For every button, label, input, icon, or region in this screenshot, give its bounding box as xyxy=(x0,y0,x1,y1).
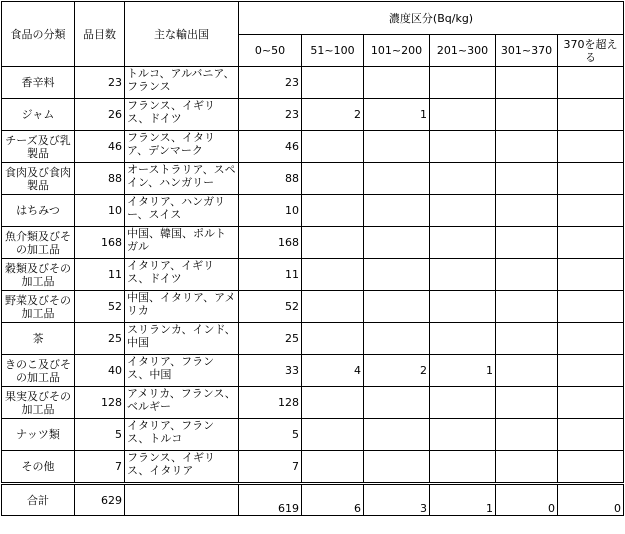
row-range-1: 11 xyxy=(239,259,302,291)
header-range-4: 201~300 xyxy=(430,35,496,67)
row-range-1: 52 xyxy=(239,291,302,323)
row-item-count: 40 xyxy=(75,355,125,387)
row-range-1: 10 xyxy=(239,195,302,227)
header-countries: 主な輸出国 xyxy=(125,2,239,67)
header-range-3: 101~200 xyxy=(364,35,430,67)
row-range-5 xyxy=(496,323,558,355)
row-range-1: 5 xyxy=(239,419,302,451)
row-range-4 xyxy=(430,163,496,195)
row-range-1: 25 xyxy=(239,323,302,355)
row-range-1: 168 xyxy=(239,227,302,259)
row-range-2 xyxy=(302,227,364,259)
total-countries xyxy=(125,484,239,516)
row-range-6 xyxy=(558,131,624,163)
row-category: 魚介類及びその加工品 xyxy=(2,227,75,259)
row-range-1: 23 xyxy=(239,67,302,99)
row-range-3 xyxy=(364,323,430,355)
row-item-count: 52 xyxy=(75,291,125,323)
row-range-5 xyxy=(496,291,558,323)
row-range-4 xyxy=(430,291,496,323)
food-radiation-table xyxy=(1,1,624,516)
row-range-4 xyxy=(430,227,496,259)
row-range-1: 33 xyxy=(239,355,302,387)
row-category: 果実及びその加工品 xyxy=(2,387,75,419)
row-range-5 xyxy=(496,163,558,195)
row-range-5 xyxy=(496,131,558,163)
row-range-3: 2 xyxy=(364,355,430,387)
row-range-6 xyxy=(558,291,624,323)
row-countries: トルコ、アルバニア、フランス xyxy=(125,67,239,99)
row-range-2 xyxy=(302,387,364,419)
table-row xyxy=(2,131,624,163)
row-range-4 xyxy=(430,451,496,484)
row-range-6 xyxy=(558,99,624,131)
row-category: 野菜及びその加工品 xyxy=(2,291,75,323)
row-item-count: 128 xyxy=(75,387,125,419)
total-range-6: 0 xyxy=(558,484,624,516)
row-countries: フランス、イギリス、ドイツ xyxy=(125,99,239,131)
header-item-count: 品目数 xyxy=(75,2,125,67)
table-row xyxy=(2,67,624,99)
table-row xyxy=(2,227,624,259)
row-range-2 xyxy=(302,451,364,484)
row-range-2 xyxy=(302,419,364,451)
row-range-5 xyxy=(496,259,558,291)
table-row xyxy=(2,163,624,195)
row-countries: イタリア、フランス、中国 xyxy=(125,355,239,387)
row-item-count: 46 xyxy=(75,131,125,163)
row-range-6 xyxy=(558,67,624,99)
row-range-4 xyxy=(430,323,496,355)
row-range-3 xyxy=(364,419,430,451)
table-row xyxy=(2,451,624,484)
row-countries: イタリア、イギリス、ドイツ xyxy=(125,259,239,291)
row-range-1: 88 xyxy=(239,163,302,195)
table-row xyxy=(2,323,624,355)
table-row xyxy=(2,291,624,323)
row-category: チーズ及び乳製品 xyxy=(2,131,75,163)
header-range-2: 51~100 xyxy=(302,35,364,67)
row-range-6 xyxy=(558,355,624,387)
row-range-5 xyxy=(496,387,558,419)
row-item-count: 11 xyxy=(75,259,125,291)
row-range-6 xyxy=(558,259,624,291)
row-range-3 xyxy=(364,195,430,227)
row-item-count: 168 xyxy=(75,227,125,259)
row-countries: スリランカ、インド、中国 xyxy=(125,323,239,355)
row-range-6 xyxy=(558,451,624,484)
row-category: きのこ及びその加工品 xyxy=(2,355,75,387)
row-range-4 xyxy=(430,419,496,451)
row-range-2 xyxy=(302,131,364,163)
row-item-count: 10 xyxy=(75,195,125,227)
row-range-1: 128 xyxy=(239,387,302,419)
row-range-6 xyxy=(558,163,624,195)
total-row xyxy=(2,484,624,516)
row-category: 穀類及びその加工品 xyxy=(2,259,75,291)
total-range-3: 3 xyxy=(364,484,430,516)
row-range-5 xyxy=(496,67,558,99)
row-countries: オーストラリア、スペイン、ハンガリー xyxy=(125,163,239,195)
row-range-6 xyxy=(558,227,624,259)
row-range-2 xyxy=(302,259,364,291)
table-row xyxy=(2,387,624,419)
row-range-5 xyxy=(496,195,558,227)
row-category: 香辛料 xyxy=(2,67,75,99)
row-item-count: 7 xyxy=(75,451,125,484)
row-item-count: 23 xyxy=(75,67,125,99)
row-range-1: 23 xyxy=(239,99,302,131)
row-countries: アメリカ、フランス、ベルギー xyxy=(125,387,239,419)
row-range-4 xyxy=(430,195,496,227)
row-range-2 xyxy=(302,323,364,355)
header-concentration: 濃度区分(Bq/kg) xyxy=(239,2,624,35)
row-range-5 xyxy=(496,355,558,387)
total-label: 合計 xyxy=(2,484,75,516)
row-countries: イタリア、ハンガリー、スイス xyxy=(125,195,239,227)
table-row xyxy=(2,195,624,227)
row-range-3 xyxy=(364,291,430,323)
row-range-4 xyxy=(430,387,496,419)
row-countries: フランス、イタリア、デンマーク xyxy=(125,131,239,163)
row-range-2 xyxy=(302,195,364,227)
row-category: 食肉及び食肉製品 xyxy=(2,163,75,195)
row-range-5 xyxy=(496,99,558,131)
row-range-5 xyxy=(496,227,558,259)
total-range-2: 6 xyxy=(302,484,364,516)
total-range-1: 619 xyxy=(239,484,302,516)
total-count: 629 xyxy=(75,484,125,516)
row-range-3 xyxy=(364,451,430,484)
row-category: はちみつ xyxy=(2,195,75,227)
row-item-count: 88 xyxy=(75,163,125,195)
row-item-count: 26 xyxy=(75,99,125,131)
row-range-5 xyxy=(496,419,558,451)
row-countries: 中国、韓国、ポルトガル xyxy=(125,227,239,259)
header-range-6: 370を超える xyxy=(558,35,624,67)
row-range-4 xyxy=(430,99,496,131)
row-category: ナッツ類 xyxy=(2,419,75,451)
row-countries: イタリア、フランス、トルコ xyxy=(125,419,239,451)
row-category: 茶 xyxy=(2,323,75,355)
table-row xyxy=(2,99,624,131)
row-range-4 xyxy=(430,131,496,163)
row-range-1: 46 xyxy=(239,131,302,163)
row-range-3 xyxy=(364,259,430,291)
row-range-3 xyxy=(364,227,430,259)
row-range-6 xyxy=(558,387,624,419)
row-range-4 xyxy=(430,259,496,291)
row-range-4 xyxy=(430,67,496,99)
row-range-1: 7 xyxy=(239,451,302,484)
row-countries: 中国、イタリア、アメリカ xyxy=(125,291,239,323)
row-range-3: 1 xyxy=(364,99,430,131)
row-range-5 xyxy=(496,451,558,484)
row-range-3 xyxy=(364,67,430,99)
table-row xyxy=(2,419,624,451)
header-category: 食品の分類 xyxy=(2,2,75,67)
header-range-5: 301~370 xyxy=(496,35,558,67)
total-range-5: 0 xyxy=(496,484,558,516)
header-range-1: 0~50 xyxy=(239,35,302,67)
row-range-6 xyxy=(558,195,624,227)
row-range-2 xyxy=(302,163,364,195)
row-range-2: 2 xyxy=(302,99,364,131)
row-range-3 xyxy=(364,163,430,195)
row-range-3 xyxy=(364,387,430,419)
row-countries: フランス、イギリス、イタリア xyxy=(125,451,239,484)
row-range-2: 4 xyxy=(302,355,364,387)
row-category: ジャム xyxy=(2,99,75,131)
row-category: その他 xyxy=(2,451,75,484)
total-range-4: 1 xyxy=(430,484,496,516)
row-range-6 xyxy=(558,323,624,355)
row-range-3 xyxy=(364,131,430,163)
row-range-6 xyxy=(558,419,624,451)
row-range-2 xyxy=(302,291,364,323)
row-item-count: 25 xyxy=(75,323,125,355)
table-row xyxy=(2,355,624,387)
row-item-count: 5 xyxy=(75,419,125,451)
table-row xyxy=(2,259,624,291)
row-range-2 xyxy=(302,67,364,99)
row-range-4: 1 xyxy=(430,355,496,387)
